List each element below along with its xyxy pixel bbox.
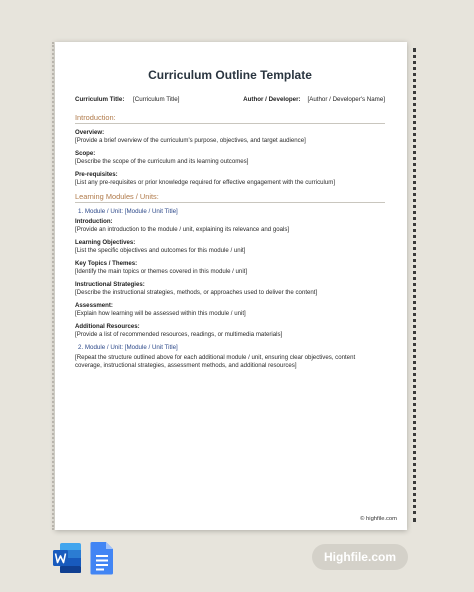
curriculum-title-field [75, 96, 179, 103]
additional-resources-value: [Provide a list of recommended resources, readings, or multimedia materials] [75, 331, 283, 338]
module-introduction-label: Introduction: [75, 218, 113, 225]
curriculum-title-value: [Curriculum Title] [133, 96, 180, 103]
scope-value: [Describe the scope of the curriculum and its learning outcomes] [75, 158, 249, 165]
module-2-title: 2. Module / Unit: [Module / Unit Title] [78, 344, 178, 351]
overview-value: [Provide a brief overview of the curriculum's purpose, objectives, and target audience] [75, 137, 306, 144]
instructional-strategies-label: Instructional Strategies: [75, 281, 145, 288]
copyright-notice: © highfile.com [360, 516, 397, 522]
module-2-text-line-2: coverage, instructional strategies, assessment methods, and additional resources] [75, 362, 297, 369]
document-title: Curriculum Outline Template [148, 68, 312, 82]
meta-row [75, 96, 385, 108]
modules-heading: Learning Modules / Units: [75, 192, 385, 203]
brand-badge: Highfile.com [312, 544, 408, 570]
prerequisites-label: Pre-requisites: [75, 171, 118, 178]
perforation-left [52, 42, 54, 530]
author-label: Author / Developer: [243, 96, 301, 103]
assessment-value: [Explain how learning will be assessed within this module / unit] [75, 310, 246, 317]
author-field [243, 96, 385, 103]
key-topics-value: [Identify the main topics or themes covered in this module / unit] [75, 268, 248, 275]
overview-label: Overview: [75, 129, 105, 136]
google-docs-icon[interactable] [90, 541, 114, 575]
learning-objectives-label: Learning Objectives: [75, 239, 136, 246]
scope-label: Scope: [75, 150, 96, 157]
instructional-strategies-value: [Describe the instructional strategies, methods, or approaches used to deliver the content] [75, 289, 318, 296]
document-page [55, 42, 407, 530]
curriculum-title-label: Curriculum Title: [75, 96, 125, 103]
assessment-label: Assessment: [75, 302, 113, 309]
author-value: [Author / Developer's Name] [307, 96, 385, 103]
module-2-text-line-1: [Repeat the structure outlined above for each additional module / unit, ensuring clear objectives, content [75, 354, 356, 361]
learning-objectives-value: [List the specific objectives and outcomes for this module / unit] [75, 247, 246, 254]
key-topics-label: Key Topics / Themes: [75, 260, 138, 267]
perforation-right [413, 48, 416, 522]
module-1-title: 1. Module / Unit: [Module / Unit Title] [78, 208, 178, 215]
introduction-heading: Introduction: [75, 113, 385, 124]
prerequisites-value: [List any pre-requisites or prior knowledge required for effective engagement with the curriculum] [75, 179, 336, 186]
additional-resources-label: Additional Resources: [75, 323, 140, 330]
word-icon[interactable] [52, 541, 82, 575]
module-introduction-value: [Provide an introduction to the module / unit, explaining its relevance and goals] [75, 226, 290, 233]
